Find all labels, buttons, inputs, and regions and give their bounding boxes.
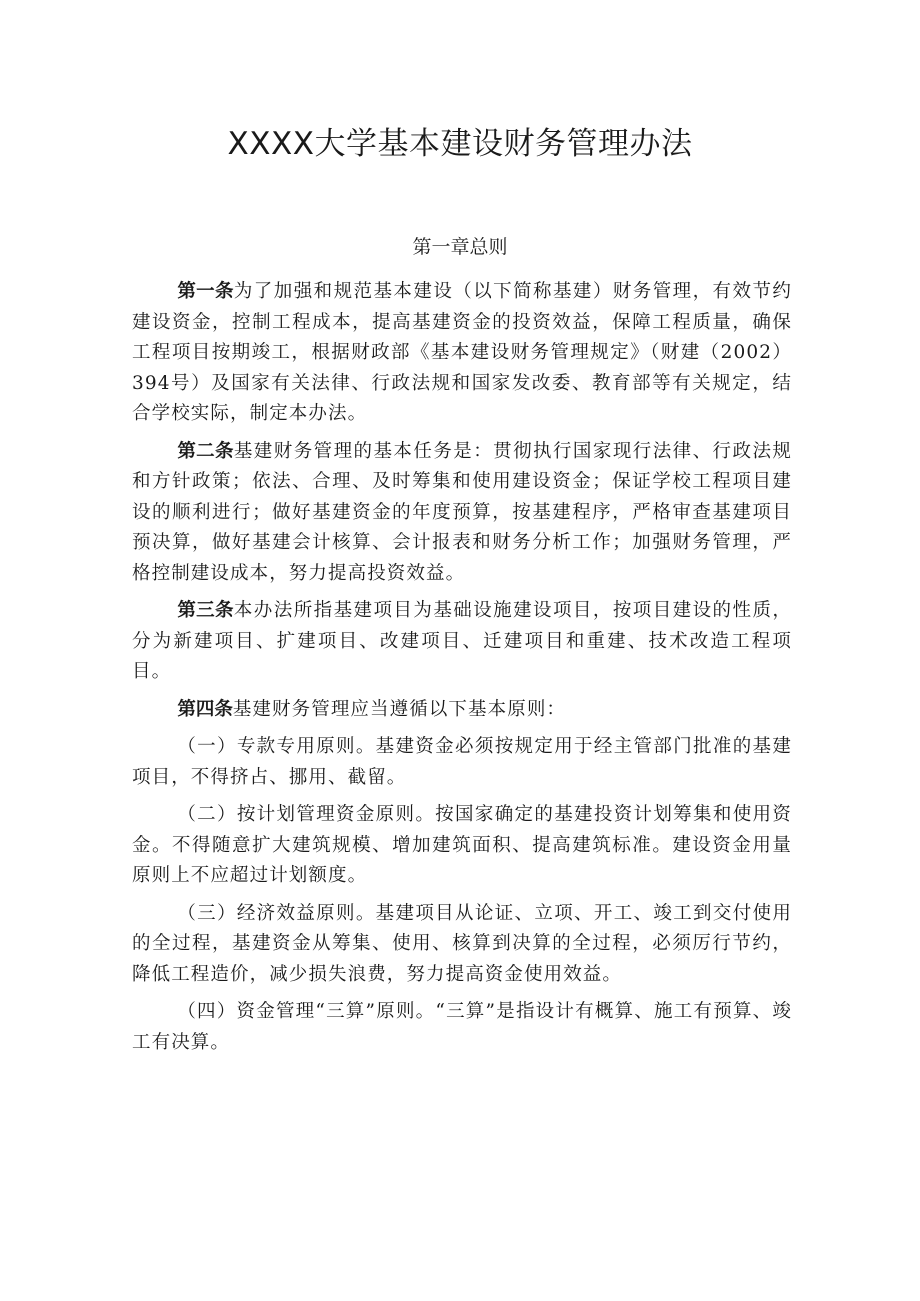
article-2 (132, 437, 792, 590)
article-number: 第二条 (177, 440, 234, 462)
principle-4: （四）资金管理“三算”原则。“三算”是指设计有概算、施工有预算、竣工有决算。 (132, 1001, 792, 1053)
principle-2: （二）按计划管理资金原则。按国家确定的基建投资计划筹集和使用资金。不得随意扩大建筑规模、增加建筑面积、提高建筑标准。建设资金用量原则上不应超过计划额度。 (132, 804, 792, 886)
chapter-heading: 第一章总则 (412, 236, 508, 258)
article-4 (132, 695, 792, 726)
article-1 (132, 277, 792, 430)
article-number: 第一条 (177, 281, 234, 302)
article-number: 第四条 (177, 698, 233, 720)
document-title: XXXX大学基本建设财务管理办法 (227, 126, 693, 162)
article-text: 本办法所指基建项目为基础设施建设项目，按项目建设的性质，分为新建项目、扩建项目、改建项目、迁建项目和重建、技术改造工程项目。 (132, 600, 792, 682)
article-number: 第三条 (177, 600, 234, 621)
article-3 (132, 596, 792, 688)
principle-3: （三）经济效益原则。基建项目从论证、立项、开工、竣工到交付使用的全过程，基建资金从筹集、使用、核算到决算的全过程，必须厉行节约，降低工程造价，减少损失浪费，努力提高资金使用效益。 (132, 902, 792, 985)
principle-1: （一）专款专用原则。基建资金必须按规定用于经主管部门批准的基建项目，不得挤占、挪用、截留。 (132, 736, 792, 788)
article-text: 基建财务管理应当遵循以下基本原则： (232, 698, 567, 720)
article-text: 为了加强和规范基本建设（以下简称基建）财务管理，有效节约建设资金，控制工程成本，提高基建资金的投资效益，保障工程质量，确保工程项目按期竣工，根据财政部《基本建设财务管理规定》（财建（2002）394号）及国家有关法律、行政法规和国家发改委、教育部等有关规定，结合学校实际，制定本办法。 (132, 281, 792, 424)
document-body (132, 277, 792, 1065)
article-text: 基建财务管理的基本任务是：贯彻执行国家现行法律、行政法规和方针政策；依法、合理、及时筹集和使用建设资金；保证学校工程项目建设的顺利进行；做好基建资金的年度预算，按基建程序，严格审查基建项目预决算，做好基建会计核算、会计报表和财务分析工作；加强财务管理，严格控制建设成本，努力提高投资效益。 (132, 440, 792, 584)
